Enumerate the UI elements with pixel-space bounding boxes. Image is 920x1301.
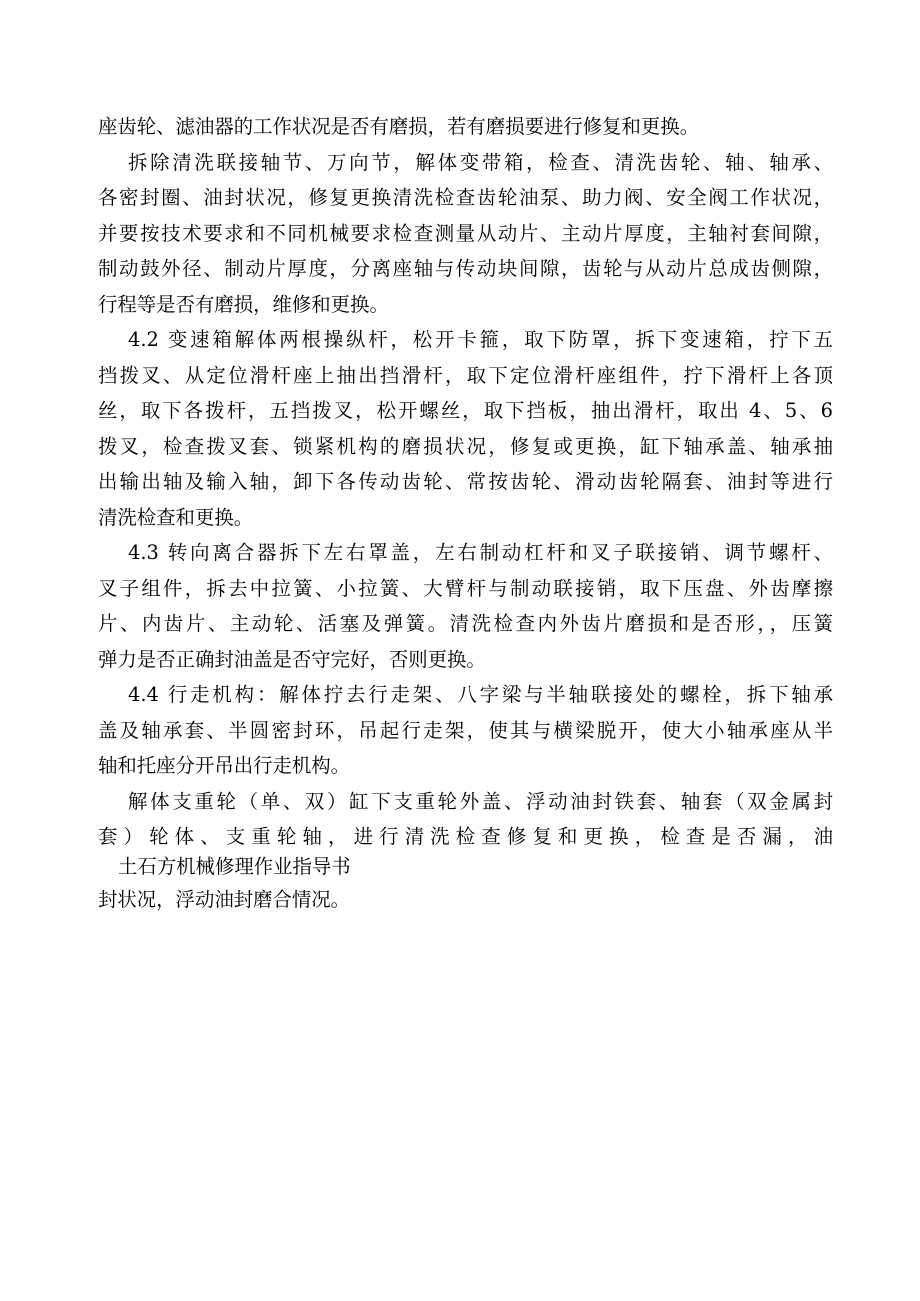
continuation-line: 封状况，浮动油封磨合情况。 [98, 888, 351, 911]
section-4-3-heading-line: 4.3 转向离合器拆下左右罩盖，左右制动杠杆和叉子联接销、调节螺杆、 [128, 541, 833, 564]
section-4-4-heading-line: 4.4 行走机构：解体拧去行走架、八字梁与半轴联接处的螺栓，拆下轴承 [128, 683, 833, 706]
paragraph-line: 轴和托座分开吊出行走机构。 [98, 754, 351, 777]
section-4-2-heading-line: 4.2 变速箱解体两根操纵杆，松开卡箍，取下防罩，拆下变速箱，拧下五 [128, 328, 833, 351]
paragraph-line: 行程等是否有磨损，维修和更换。 [98, 293, 389, 316]
paragraph-line: 拆除清洗联接轴节、万向节，解体变带箱，检查、清洗齿轮、轴、轴承、 [128, 151, 833, 174]
paragraph-line: 叉子组件，拆去中拉簧、小拉簧、大臂杆与制动联接销，取下压盘、外齿摩擦 [98, 577, 833, 600]
paragraph-line: 并要按技术要求和不同机械要求检查测量从动片、主动片厚度，主轴衬套间隙， [98, 222, 833, 245]
paragraph-line: 拨叉，检查拨叉套、锁紧机构的磨损状况，修复或更换，缸下轴承盖、轴承抽 [98, 435, 833, 458]
paragraph-line: 挡拨叉、从定位滑杆座上抽出挡滑杆，取下定位滑杆座组件，拧下滑杆上各顶 [98, 364, 833, 387]
paragraph-line: 弹力是否正确封油盖是否守完好，否则更换。 [98, 648, 486, 671]
paragraph-line: 制动鼓外径、制动片厚度，分离座轴与传动块间隙，齿轮与从动片总成齿侧隙， [98, 257, 833, 280]
paragraph-line: 座齿轮、滤油器的工作状况是否有磨损，若有磨损要进行修复和更换。 [98, 115, 700, 138]
paragraph-line: 片、内齿片、主动轮、活塞及弹簧。清洗检查内外齿片磨损和是否形，，压簧 [98, 612, 833, 635]
paragraph-line: 清洗检查和更换。 [98, 506, 254, 529]
paragraph-line: 丝，取下各拨杆，五挡拨叉，松开螺丝，取下挡板，抽出滑杆，取出 4、5、6 [98, 399, 833, 422]
paragraph-line: 盖及轴承套、半圆密封环，吊起行走架，使其与横梁脱开，使大小轴承座从半 [98, 719, 833, 742]
paragraph-line: 解体支重轮（单、双）缸下支重轮外盖、浮动油封铁套、轴套（双金属封 [128, 790, 833, 813]
document-title-footer: 土石方机械修理作业指导书 [118, 855, 351, 878]
paragraph-line: 出输出轴及输入轴，卸下各传动齿轮、常按齿轮、滑动齿轮隔套、油封等进行 [98, 470, 833, 493]
paragraph-line: 各密封圈、油封状况，修复更换清洗检查齿轮油泵、助力阀、安全阀工作状况， [98, 186, 833, 209]
paragraph-line: 套）轮体、支重轮轴，进行清洗检查修复和更换，检查是否漏，油 [98, 825, 833, 848]
